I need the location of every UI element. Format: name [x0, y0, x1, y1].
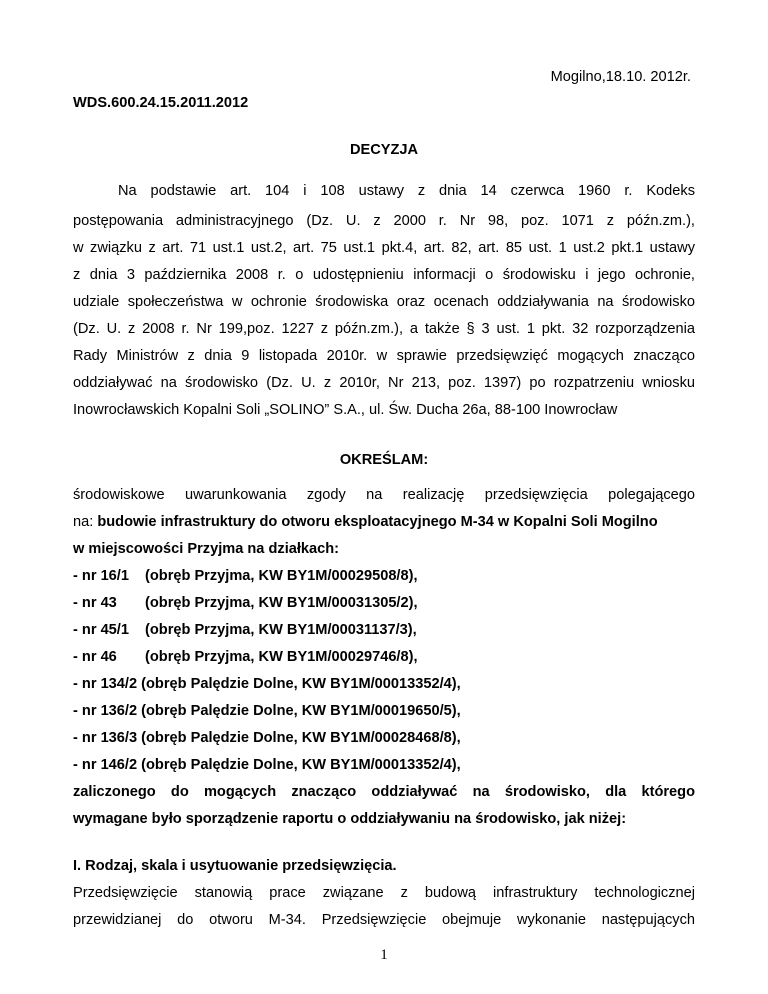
classification-line: wymagane było sporządzenie raportu o oddziaływaniu na środowisko, jak niżej: [73, 811, 627, 827]
project-name: budowie infrastruktury do otworu eksploatacyjnego M-34 w Kopalni Soli Mogilno [97, 514, 658, 530]
intro-line: Rady Ministrów z dnia 9 listopada 2010r. w sprawie przedsięwzięć mogących znacząco [73, 348, 695, 364]
document-title: DECYZJA [349, 142, 419, 158]
classification-line: zaliczonego do mogących znacząco oddziaływać na środowisko, dla którego [73, 784, 695, 800]
plot-details: (obręb Palędzie Dolne, KW BY1M/00019650/5), [141, 703, 461, 719]
section-line: przewidzianej do otworu M-34. Przedsięwzięcie obejmuje wykonanie następujących [73, 912, 695, 928]
plot-number: - nr 46 [73, 649, 117, 665]
section-line: Przedsięwzięcie stanowią prace związane z budową infrastruktury technologicznej [73, 885, 695, 901]
intro-line: (Dz. U. z 2008 r. Nr 199,poz. 1227 z późn.zm.), a także § 3 ust. 1 pkt. 32 rozporządzenia [73, 321, 695, 337]
plot-details: (obręb Przyjma, KW BY1M/00031137/3), [145, 622, 417, 638]
document-date: Mogilno,18.10. 2012r. [550, 69, 691, 85]
plot-item [73, 675, 461, 693]
intro-line: z dnia 3 października 2008 r. o udostępnieniu informacji o środowisku i jego ochronie, [73, 267, 695, 283]
intro-line: w związku z art. 71 ust.1 ust.2, art. 75 ust.1 pkt.4, art. 82, art. 85 ust. 1 ust.2 pkt.1 ustawy [73, 240, 695, 256]
plot-details: (obręb Przyjma, KW BY1M/00031305/2), [145, 595, 418, 611]
determination-line [73, 513, 658, 531]
plot-details: (obręb Palędzie Dolne, KW BY1M/00013352/4), [141, 757, 461, 773]
plot-number: - nr 16/1 [73, 568, 129, 584]
intro-line: udziale społeczeństwa w ochronie środowiska oraz ocenach oddziaływania na środowisko [73, 294, 695, 310]
plot-item [73, 756, 461, 774]
intro-line: postępowania administracyjnego (Dz. U. z 2000 r. Nr 98, poz. 1071 z późn.zm.), [73, 213, 695, 229]
intro-line: oddziaływać na środowisko (Dz. U. z 2010r, Nr 213, poz. 1397) po rozpatrzeniu wniosku [73, 375, 695, 391]
plot-item [73, 729, 461, 747]
determination-line: środowiskowe uwarunkowania zgody na realizację przedsięwzięcia polegającego [73, 487, 695, 503]
intro-line: Na podstawie art. 104 i 108 ustawy z dnia 14 czerwca 1960 r. Kodeks [118, 183, 695, 199]
plot-item [73, 567, 418, 585]
determination-heading: OKREŚLAM: [339, 452, 429, 468]
plot-number: - nr 136/2 [73, 703, 138, 719]
plot-details: (obręb Palędzie Dolne, KW BY1M/00028468/8), [141, 730, 461, 746]
page-number: 1 [380, 947, 388, 963]
plot-number: - nr 134/2 [73, 676, 138, 692]
plot-number: - nr 136/3 [73, 730, 138, 746]
section-heading: I. Rodzaj, skala i usytuowanie przedsięwzięcia. [73, 858, 397, 874]
plot-number: - nr 43 [73, 595, 117, 611]
plot-item [73, 648, 418, 666]
intro-line: Inowrocławskich Kopalni Soli „SOLINO” S.A., ul. Św. Ducha 26a, 88-100 Inowrocław [73, 402, 618, 418]
plot-number: - nr 45/1 [73, 622, 129, 638]
plot-item [73, 594, 418, 612]
plot-number: - nr 146/2 [73, 757, 138, 773]
plot-details: (obręb Przyjma, KW BY1M/00029746/8), [145, 649, 418, 665]
location-line: w miejscowości Przyjma na działkach: [73, 541, 340, 557]
reference-number: WDS.600.24.15.2011.2012 [73, 95, 249, 111]
plot-details: (obręb Przyjma, KW BY1M/00029508/8), [145, 568, 418, 584]
plot-item [73, 621, 417, 639]
plot-details: (obręb Palędzie Dolne, KW BY1M/00013352/4), [141, 676, 461, 692]
determination-prefix: na: [73, 514, 98, 530]
plot-item [73, 702, 461, 720]
